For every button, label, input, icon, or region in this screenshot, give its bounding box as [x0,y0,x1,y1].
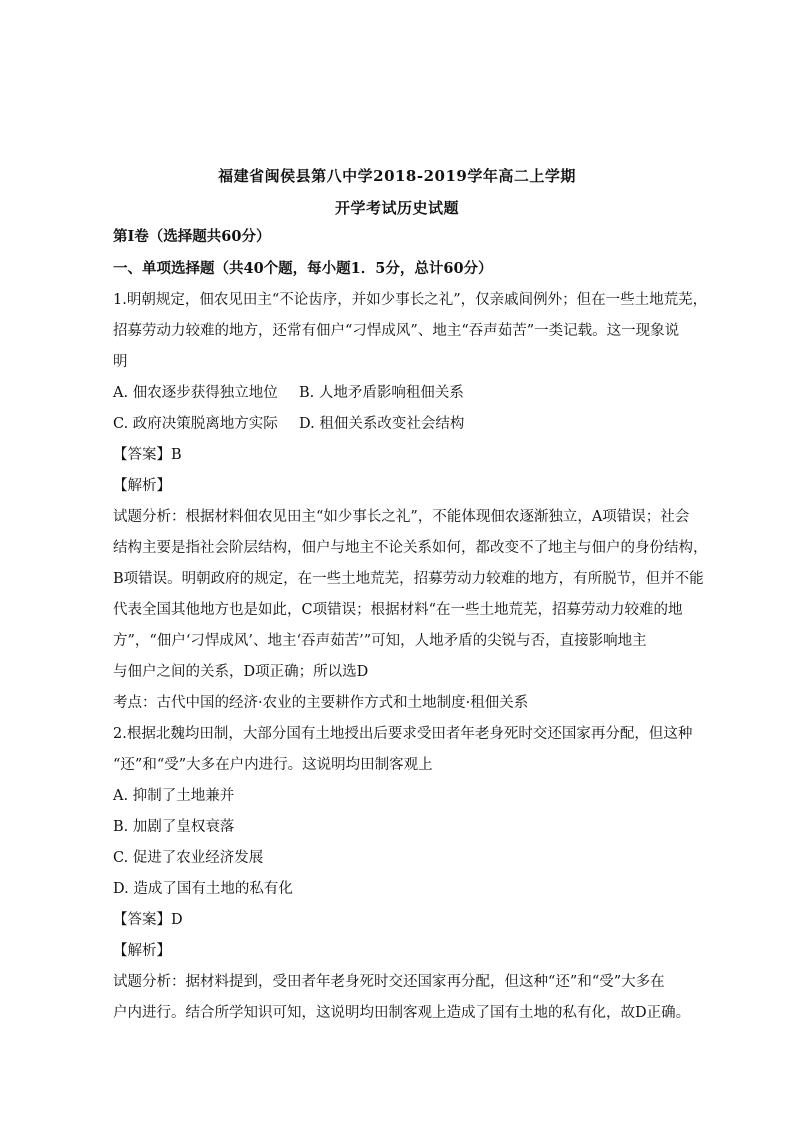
q2-option-c: C. 促进了农业经济发展 [113,850,264,866]
q1-analysis-label: 【解析】 [113,478,171,494]
q2-option-a: A. 抑制了土地兼并 [113,788,235,804]
q1-analysis-line: 方”，“佃户‘刁悍成风’、地主‘吞声茹苦’”可知，人地矛盾的尖锐与否，直接影响地主 [113,633,647,649]
q1-analysis-line: B项错误。明朝政府的规定，在一些土地荒芜，招募劳动力较难的地方，有所脱节，但并不能 [113,571,704,587]
q1-option-d: D. 租佃关系改变社会结构 [299,416,465,432]
document-title-line2: 开学考试历史试题 [334,199,459,217]
q2-analysis-label: 【解析】 [113,943,171,959]
q1-option-a: A. 佃农逐步获得独立地位 [113,385,278,401]
q1-stem-line: 招募劳动力较难的地方，还常有佃户“刁悍成风”、地主“吞声茹苦”一类记载。这一现象说 [113,323,680,339]
q1-analysis-line: 结构主要是指社会阶层结构，佃户与地主不论关系如何，都改变不了地主与佃户的身份结构， [113,540,708,556]
q2-option-d: D. 造成了国有土地的私有化 [113,881,293,897]
q2-analysis-line: 户内进行。结合所学知识可知，这说明均田制客观上造成了国有土地的私有化，故D正确。 [113,1005,691,1021]
q1-option-b: B. 人地矛盾影响租佃关系 [299,385,464,401]
q2-option-b: B. 加剧了皇权衰落 [113,819,235,835]
q1-analysis-line: 代表全国其他地方也是如此，C项错误；根据材料“在一些土地荒芜，招募劳动力较难的地 [113,602,683,618]
q2-stem-line: “还”和“受”大多在户内进行。这说明均田制客观上 [113,757,433,773]
q1-analysis-line: 试题分析：根据材料佃农见田主“如少事长之礼”，不能体现佃农逐渐独立，A项错误；社会 [113,509,690,525]
q2-analysis-line: 试题分析：据材料提到，受田者年老身死时交还国家再分配，但这种“还”和“受”大多在 [113,974,665,990]
q1-answer: 【答案】B [113,447,182,463]
document-title-line1: 福建省闽侯县第八中学2018-2019学年高二上学期 [218,167,576,185]
q2-stem-line: 2.根据北魏均田制，大部分国有土地授出后要求受田者年老身死时交还国家再分配，但这种 [113,726,693,742]
part-heading: 一、单项选择题（共40个题，每小题1．5分，总计60分） [113,260,493,277]
q1-stem-line: 明 [113,354,128,370]
q1-options-row [113,414,685,434]
q1-analysis-line: 与佃户之间的关系，D项正确；所以选D [113,664,369,680]
q1-stem-line: 1.明朝规定，佃农见田主“不论齿序，并如少事长之礼”，仅亲戚间例外；但在一些土地荒芜， [113,292,708,308]
q1-kaodian: 考点：古代中国的经济·农业的主要耕作方式和土地制度·租佃关系 [113,695,529,711]
q2-answer: 【答案】D [113,912,183,928]
volume-heading: 第Ⅰ卷（选择题共60分） [113,228,271,245]
q1-options-row [113,383,685,403]
q1-option-c: C. 政府决策脱离地方实际 [113,416,278,432]
